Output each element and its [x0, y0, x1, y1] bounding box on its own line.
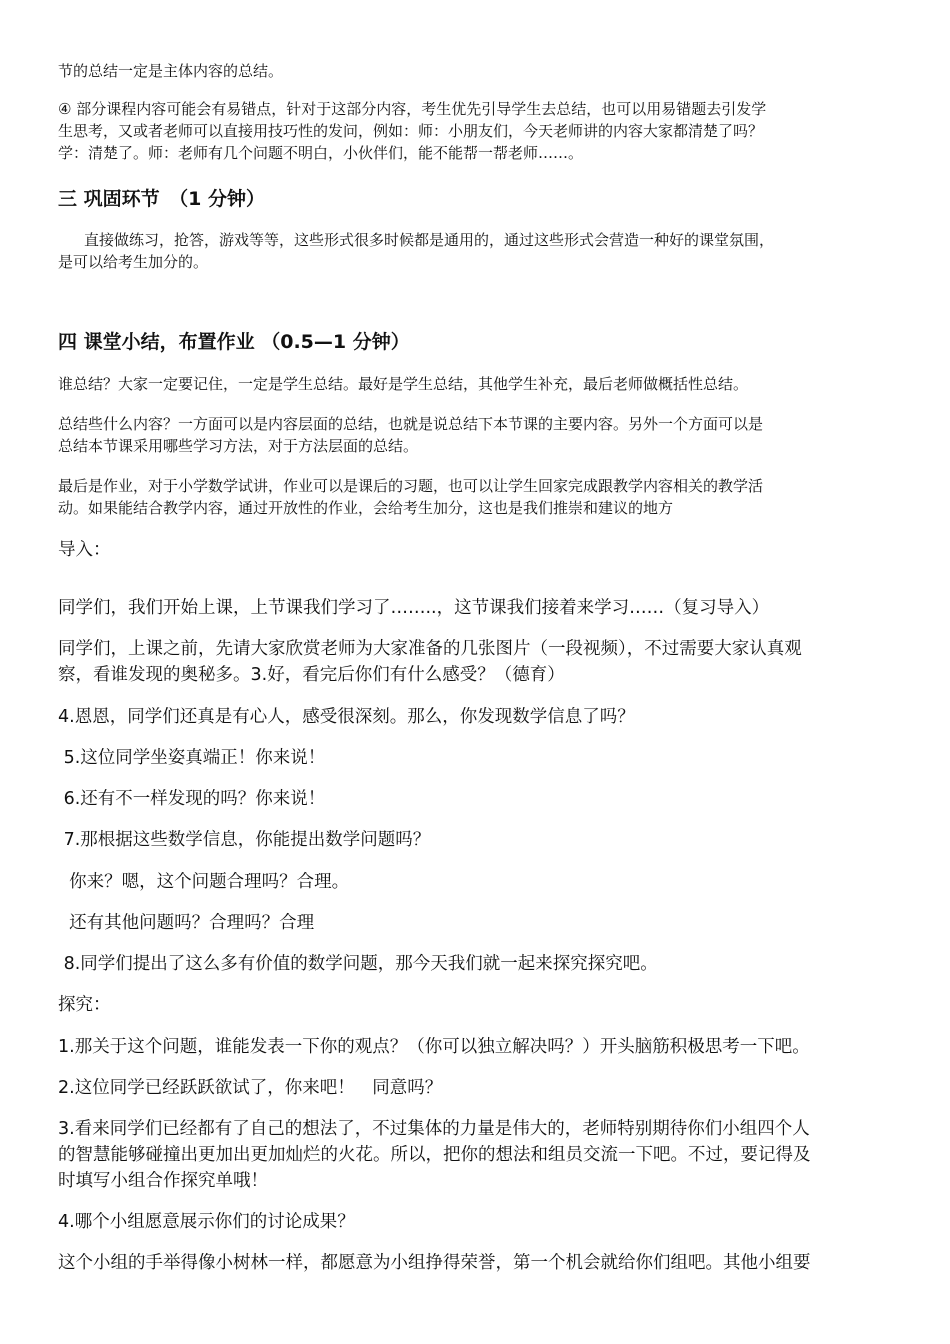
paragraph-explore-5: 这个小组的手举得像小树林一样，都愿意为小组挣得荣誉，第一个机会就给你们组吧。其他小组要 [58, 1253, 811, 1273]
text-line: 总结本节课采用哪些学习方法，对于方法层面的总结。 [58, 437, 419, 455]
heading-summary-homework: 四 课堂小结，布置作业 （0.5—1 分钟） [58, 331, 410, 353]
paragraph-what-to-summarize [58, 413, 890, 457]
paragraph-intro-4: 4.恩恩，同学们还真是有心人，感受很深刻。那么，你发现数学信息了吗？ [58, 707, 635, 727]
paragraph-intro-pictures [58, 636, 890, 688]
paragraph-summary-end: 节的总结一定是主体内容的总结。 [58, 62, 284, 80]
text-line: 是可以给考生加分的。 [58, 253, 209, 271]
paragraph-intro-7: 7.那根据这些数学信息，你能提出数学问题吗？ [58, 830, 431, 850]
paragraph-who-summarizes: 谁总结？大家一定要记住，一定是学生总结。最好是学生总结，其他学生补充，最后老师做概括性总结。 [58, 375, 749, 393]
heading-consolidation: 三 巩固环节 （1 分钟） [58, 188, 265, 210]
text-line: 动。如果能结合教学内容，通过开放性的作业，会给考生加分，这也是我们推崇和建议的地方 [58, 499, 674, 517]
text-line: 同学们，上课之前，先请大家欣赏老师为大家准备的几张图片（一段视频），不过需要大家认真观 [58, 639, 802, 659]
paragraph-intro-5: 5.这位同学坐姿真端正！你来说！ [58, 748, 326, 768]
paragraph-consolidation [58, 229, 890, 273]
text-line: 时填写小组合作探究单哦！ [58, 1171, 268, 1191]
text-line: 最后是作业，对于小学数学试讲，作业可以是课后的习题，也可以让学生回家完成跟教学内容相关的教学活 [58, 477, 764, 495]
paragraph-explore-3 [58, 1116, 890, 1194]
paragraph-explore-4: 4.哪个小组愿意展示你们的讨论成果？ [58, 1212, 355, 1232]
paragraph-explore-2: 2.这位同学已经跃跃欲试了，你来吧！ 同意吗？ [58, 1078, 443, 1098]
text-line: 学：清楚了。师：老师有几个问题不明白，小伙伴们，能不能帮一帮老师……。 [58, 144, 584, 162]
paragraph-intro-6: 6.还有不一样发现的吗？你来说！ [58, 789, 326, 809]
paragraph-intro-review: 同学们，我们开始上课，上节课我们学习了……..，这节课我们接着来学习……（复习导入） [58, 598, 770, 618]
text-line: 3.看来同学们已经都有了自己的想法了，不过集体的力量是伟大的，老师特别期待你们小组四个人 [58, 1119, 810, 1139]
text-line: 察，看谁发现的奥秘多。3.好，看完后你们有什么感受？（德育） [58, 665, 565, 685]
label-introduction: 导入： [58, 540, 111, 560]
text-line: 的智慧能够碰撞出更加出更加灿烂的火花。所以，把你的想法和组员交流一下吧。不过，要记得及 [58, 1145, 811, 1165]
label-exploration: 探究： [58, 995, 111, 1015]
paragraph-error-points [58, 98, 890, 164]
paragraph-intro-8: 8.同学们提出了这么多有价值的数学问题，那今天我们就一起来探究探究吧。 [58, 954, 658, 974]
paragraph-intro-7a: 你来？嗯，这个问题合理吗？合理。 [58, 872, 350, 892]
text-line: 总结些什么内容？一方面可以是内容层面的总结，也就是说总结下本节课的主要内容。另外一个方面可以是 [58, 415, 764, 433]
text-line: 生思考，又或者老师可以直接用技巧性的发问，例如：师：小朋友们，今天老师讲的内容大家都清楚了吗？ [58, 122, 764, 140]
paragraph-explore-1: 1.那关于这个问题，谁能发表一下你的观点？（你可以独立解决吗？）开头脑筋积极思考一下吧。 [58, 1037, 810, 1057]
text-line: 直接做练习，抢答，游戏等等，这些形式很多时候都是通用的，通过这些形式会营造一种好的课堂氛围， [84, 231, 775, 249]
paragraph-homework [58, 475, 890, 519]
paragraph-intro-7b: 还有其他问题吗？合理吗？合理 [58, 913, 315, 933]
text-line: ④ 部分课程内容可能会有易错点，针对于这部分内容，考生优先引导学生去总结，也可以用易错题去引发学 [58, 100, 767, 118]
